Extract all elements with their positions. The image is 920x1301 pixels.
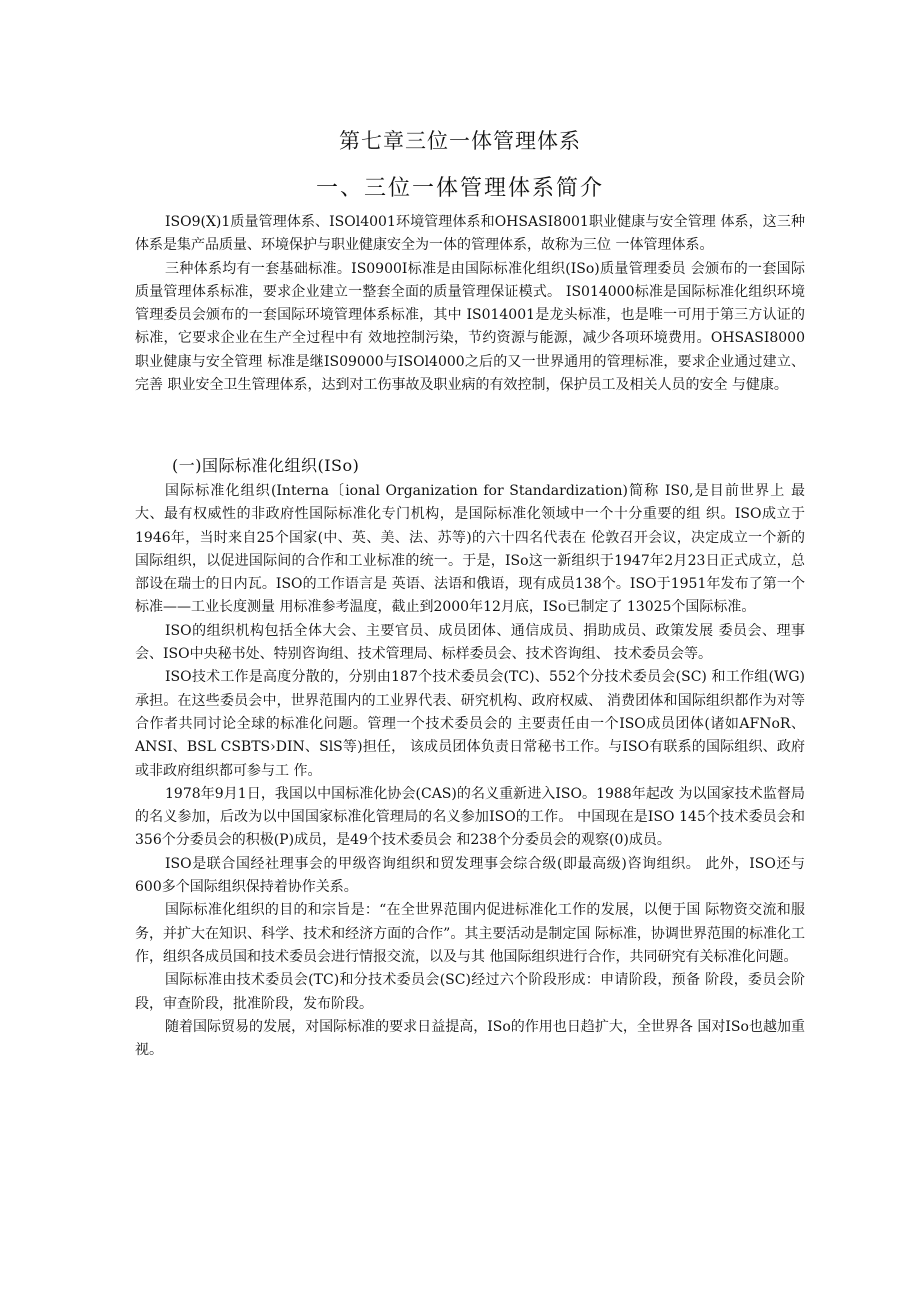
intro-text-block xyxy=(135,211,805,397)
paragraph: 国际标准化组织的目的和宗旨是：“在全世界范围内促进标准化工作的发展，以便于国 际物资交流和服务，并扩大在知识、科学、技术和经济方面的合作”。其主要活动是制定国 际标准，协调世界范围的标准化工作，组织各成员国和技术委员会进行情报交流，以及与其 他国际组织进行合作，共同研究有关标准化问题。 xyxy=(135,902,805,965)
paragraph: 随着国际贸易的发展，对国际标准的要求日益提高，ISo的作用也日趋扩大，全世界各 国对ISo也越加重视。 xyxy=(135,1018,805,1059)
subsection-title: (一)国际标准化组织(ISo) xyxy=(172,456,360,475)
paragraph: 国际标准由技术委员会(TC)和分技术委员会(SC)经过六个阶段形成：申请阶段，预备 阶段，委员会阶段，审查阶段，批准阶段，发布阶段。 xyxy=(135,972,805,1012)
subsection-text-block xyxy=(135,480,805,1062)
paragraph: 国际标准化组织(Interna〔ional Organization for Standardization)简称 IS0,是目前世界上 最大、最有权威性的非政府性国际标准化专门机构，是国际标准化领域中一个十分重要的组 织。ISO成立于1946年，当时来自25个国家(中、英、美、法、苏等)的六十四名代表在 伦敦召开会议，决定成立一个新的国际组织，以促进国际间的合作和工业标准的统一。于是，ISo这一新组织于1947年2月23日正式成立，总部设在瑞士的日内瓦。ISO的工作语言是 英语、法语和俄语，现有成员138个。ISO于1951年发布了第一个标准——工业长度测量 用标准参考温度，截止到2000年12月底，ISo已制定了 13025个国际标准。 xyxy=(135,483,805,616)
paragraph: ISO的组织机构包括全体大会、主要官员、成员团体、通信成员、捐助成员、政策发展 委员会、理事会、ISO中央秘书处、特别咨询组、技术管理局、标样委员会、技术咨询组、 技术委员会等。 xyxy=(135,622,805,663)
paragraph: ISO是联合国经社理事会的甲级咨询组织和贸发理事会综合级(即最高级)咨询组织。 此外，ISO还与600多个国际组织保持着协作关系。 xyxy=(135,855,805,896)
paragraph: ISO9(X)1质量管理体系、ISOl4001环境管理体系和OHSASI8001职业健康与安全管理 体系，这三种体系是集产品质量、环境保护与职业健康安全为一体的管理体系，故称为三位 一体管理体系。 xyxy=(135,214,805,254)
paragraph: 三种体系均有一套基础标准。IS0900I标准是由国际标准化组织(ISo)质量管理委员 会颁布的一套国际质量管理体系标准，要求企业建立一整套全面的质量管理保证模式。 IS014000标准是国际标准化组织环境管理委员会颁布的一套国际环境管理体系标准，其中 IS014001是龙头标准，也是唯一可用于第三方认证的标准，它要求企业在生产全过程中有 效地控制污染，节约资源与能源，减少各项环境费用。OHSASI8000职业健康与安全管理 标准是继IS09000与ISOl4000之后的又一世界通用的管理标准，要求企业通过建立、完善 职业安全卫生管理体系，达到对工伤事故及职业病的有效控制，保护员工及相关人员的安全 与健康。 xyxy=(135,260,805,394)
paragraph: 1978年9月1日，我国以中国标准化协会(CAS)的名义重新进入ISO。1988年起改 为以国家技术监督局的名义参加，后改为以中国国家标准化管理局的名义参加ISO的工作。 中国现在是ISO 145个技术委员会和356个分委员会的积极(P)成员，是49个技术委员会 和238个分委员会的观察(0)成员。 xyxy=(135,785,805,849)
paragraph: ISO技术工作是高度分散的，分别由187个技术委员会(TC)、552个分技术委员会(SC) 和工作组(WG)承担。在这些委员会中，世界范围内的工业界代表、研究机构、政府权威、 消费团体和国际组织都作为对等合作者共同讨论全球的标准化问题。管理一个技术委员会的 主要责任由一个ISO成员团体(诸如AFNoR、ANSI、BSL CSBTS›DIN、SlS等)担任， 该成员团体负责日常秘书工作。与ISO有联系的国际组织、政府或非政府组织都可参与工 作。 xyxy=(135,669,805,779)
section-title: 一、三位一体管理体系简介 xyxy=(315,176,604,201)
chapter-title: 第七章三位一体管理体系 xyxy=(339,129,581,153)
